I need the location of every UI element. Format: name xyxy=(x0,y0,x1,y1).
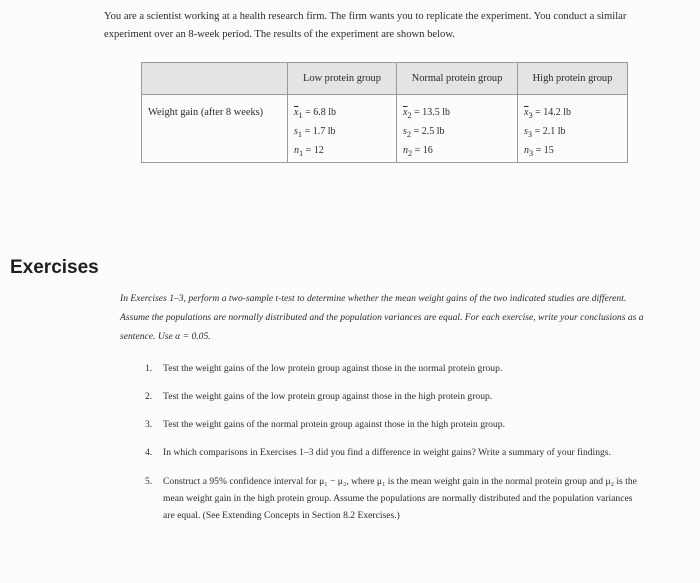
list-item xyxy=(145,416,640,433)
sd-high: $s_3 = 2.1$ lb xyxy=(524,126,566,139)
exercise-number: 3. xyxy=(145,419,153,430)
n-normal: $n_2 = 16$ xyxy=(403,145,433,158)
exercise-number: 5. xyxy=(145,476,153,487)
sd-normal: $s_2 = 2.5$ lb xyxy=(403,126,445,139)
exercise-number: 1. xyxy=(145,363,153,374)
results-table xyxy=(141,62,628,163)
list-item xyxy=(145,388,640,405)
exercise-number: 2. xyxy=(145,391,153,402)
header-high-protein: High protein group xyxy=(518,63,628,95)
header-empty-cell xyxy=(142,63,288,95)
header-normal-protein: Normal protein group xyxy=(397,63,518,95)
list-item xyxy=(145,473,640,524)
exercise-list xyxy=(145,360,640,535)
instructions-paragraph: In Exercises 1–3, perform a two-sample t-test to determine whether the mean weight gains of the two indicated studies are different. Assume the populations are normally distributed and the population variances are equal. For each exercise, write your conclusions as a sentence. Use α = 0.05. xyxy=(120,293,644,342)
section-heading: Exercises xyxy=(10,257,99,278)
exercise-text: Test the weight gains of the low protein group against those in the high protein group. xyxy=(163,391,493,402)
intro-paragraph: You are a scientist working at a health research firm. The firm wants you to replicate the experiment. You conduct a similar experiment over an 8-week period. The results of the experiment are shown below. xyxy=(104,11,627,40)
stats-low-protein xyxy=(288,95,397,163)
table-header-row xyxy=(142,63,628,95)
stats-high-protein xyxy=(518,95,628,163)
n-high: $n_3 = 15$ xyxy=(524,145,554,158)
n-low: $n_1 = 12$ xyxy=(294,145,324,158)
exercise-text: Test the weight gains of the low protein group against those in the normal protein group. xyxy=(163,363,503,374)
mean-normal: $\overline{x}_2 = 13.5$ lb xyxy=(403,107,451,120)
mean-high: $\overline{x}_3 = 14.2$ lb xyxy=(524,107,572,120)
row-label-weight-gain: Weight gain (after 8 weeks) xyxy=(142,95,288,163)
sd-low: $s_1 = 1.7$ lb xyxy=(294,126,336,139)
exercise-text: In which comparisons in Exercises 1–3 did you find a difference in weight gains? Write a summary of your findings. xyxy=(163,447,611,458)
header-low-protein: Low protein group xyxy=(288,63,397,95)
table-row xyxy=(142,95,628,163)
list-item xyxy=(145,444,640,461)
exercise-text: Test the weight gains of the normal protein group against those in the high protein group. xyxy=(163,419,505,430)
exercise-number: 4. xyxy=(145,447,153,458)
list-item xyxy=(145,360,640,377)
stats-normal-protein xyxy=(397,95,518,163)
exercise-text: Construct a 95% confidence interval for μ₁ − μ₂, where μ₁ is the mean weight gain in the normal protein group and μ₂ is the mean weight gain in the high protein group. Assume the populations are normally distributed and the population variances are equal. (See Extending Concepts in Section 8.2 Exercises.) xyxy=(163,476,637,521)
mean-low: $\overline{x}_1 = 6.8$ lb xyxy=(294,107,337,120)
